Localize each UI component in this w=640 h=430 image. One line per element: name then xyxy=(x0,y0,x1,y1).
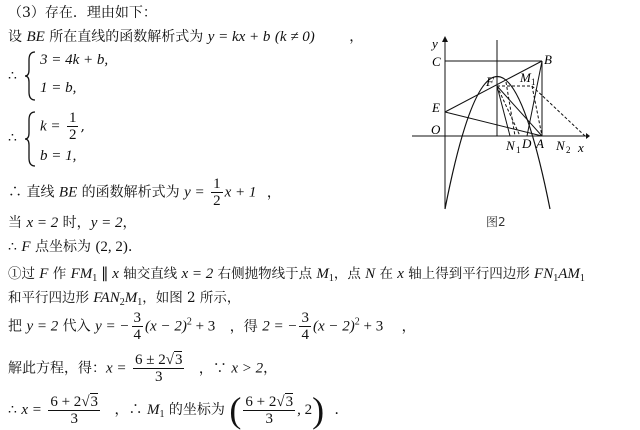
segment-fn: FN xyxy=(534,266,554,282)
x-plus-one: x + 1 xyxy=(224,184,257,201)
x-axis-arrow-icon xyxy=(586,133,590,139)
subscript: 1 xyxy=(159,409,165,420)
fraction-half xyxy=(67,110,79,143)
text: 解此方程，得： xyxy=(8,360,106,377)
label-o: O xyxy=(431,122,441,137)
label-f: F xyxy=(486,74,494,89)
comma: ， xyxy=(263,360,278,377)
denominator: 4 xyxy=(301,327,309,343)
label-c: C xyxy=(432,54,441,69)
solution-k xyxy=(40,110,85,143)
paren-open: ( xyxy=(229,390,242,430)
k-label: k = xyxy=(40,118,61,135)
text-mid: 所在直线的函数解析式为 xyxy=(44,29,208,45)
y-equals: y = xyxy=(184,184,205,201)
text: ，∴ xyxy=(114,402,147,418)
point-m: M xyxy=(316,266,329,282)
comma: , xyxy=(80,118,85,135)
text: 右侧抛物线于点 xyxy=(213,266,317,282)
figure-caption: 图2 xyxy=(486,215,506,229)
text: ∴ xyxy=(8,239,22,255)
segment-be: BE xyxy=(58,184,78,201)
label-e: E xyxy=(432,100,440,115)
equation-system-2 xyxy=(8,110,208,172)
label-n2-sub: 2 xyxy=(566,145,571,155)
numerator-prefix: 6 ± 2 xyxy=(134,352,166,368)
condition-k: (k ≠ 0) xyxy=(274,29,315,45)
text: 的函数解析式为 xyxy=(77,184,185,201)
point-n: N xyxy=(365,266,376,282)
segment-fan: FAN xyxy=(93,290,120,306)
figure-2 xyxy=(410,34,590,229)
section-heading: （3）存在．理由如下： xyxy=(8,5,157,21)
denominator: 2 xyxy=(213,193,221,209)
fraction-x-value xyxy=(48,394,100,427)
comma: ， xyxy=(401,318,416,335)
radicand: 3 xyxy=(90,393,99,410)
label-a: A xyxy=(536,136,544,151)
text: 当 xyxy=(8,215,27,231)
text: 点坐标为 xyxy=(30,239,96,255)
text: 时， xyxy=(58,215,91,231)
subscript: 1 xyxy=(328,273,334,284)
denominator: 3 xyxy=(154,369,163,385)
numerator-prefix: 6 + 2 xyxy=(50,393,82,410)
line-solve xyxy=(8,352,277,385)
line-parallelogram-2 xyxy=(8,286,240,308)
subscript: 1 xyxy=(137,297,143,308)
text: ∴ xyxy=(8,402,22,418)
expr-x-minus-2: (x − 2) xyxy=(145,318,187,335)
numerator: 1 xyxy=(68,110,77,126)
segment-am: AM xyxy=(558,266,580,282)
brace-icon xyxy=(24,110,38,168)
fraction-solution xyxy=(133,352,184,385)
period: ． xyxy=(127,239,142,255)
segment-be: BE xyxy=(26,29,45,45)
expr-x-minus-2: (x − 2) xyxy=(312,318,355,335)
text: ，点 xyxy=(333,266,366,282)
parallel-symbol: ∥ xyxy=(97,266,113,282)
point-f: F xyxy=(39,266,49,282)
denominator: 2 xyxy=(68,127,77,143)
label-m1: M xyxy=(520,70,531,85)
x-equals: x = xyxy=(21,402,42,418)
numerator: 3 xyxy=(301,310,309,326)
subscript: 1 xyxy=(553,273,559,284)
text-set: 设 xyxy=(8,29,27,45)
x-equals-2: x = 2 xyxy=(26,215,59,231)
equation-2: 1 = b, xyxy=(40,80,77,96)
label-n1-sub: 1 xyxy=(516,145,521,155)
line-when xyxy=(8,212,136,232)
y-equals-2: y = 2 xyxy=(90,215,123,231)
label-n1: N xyxy=(506,138,515,153)
subscript: 2 xyxy=(119,297,125,308)
numerator: 6 ± 2√3 xyxy=(134,352,183,368)
text: 在 xyxy=(375,266,398,282)
denominator: 4 xyxy=(133,327,142,343)
line-final xyxy=(8,392,349,428)
subscript: 1 xyxy=(579,273,585,284)
label-m1-sub: 1 xyxy=(531,77,536,87)
label-n2: N xyxy=(556,138,565,153)
equation-1: 3 = 4k + b, xyxy=(40,52,109,68)
point-f: F xyxy=(21,239,31,255)
segment-m1n2 xyxy=(532,86,585,136)
denominator: 3 xyxy=(265,410,273,427)
point-m: M xyxy=(146,402,160,418)
text: 把 xyxy=(8,318,27,335)
numerator-prefix: 6 + 2 xyxy=(245,393,277,410)
therefore-symbol: ∴ xyxy=(8,68,17,84)
line-parallelogram-1 xyxy=(8,262,585,284)
y-axis-arrow-icon xyxy=(442,36,448,42)
text: ①过 xyxy=(8,266,40,282)
fraction-3-4 xyxy=(299,310,311,343)
text: 的坐标为 xyxy=(164,402,230,418)
segment-fm: FM xyxy=(70,266,93,282)
numerator: 3 xyxy=(133,310,142,326)
period: ． xyxy=(334,402,349,418)
text: 轴交直线 xyxy=(118,266,182,282)
label-y: y xyxy=(432,36,438,51)
numerator: 6 + 2√3 xyxy=(245,393,294,410)
x-axis-ref: x xyxy=(397,266,404,282)
comma: ， xyxy=(122,215,137,231)
subscript: 1 xyxy=(92,273,98,284)
line-x-equals-2: x = 2 xyxy=(181,266,214,282)
line-substitute xyxy=(8,310,416,343)
text: ，得 xyxy=(229,318,263,335)
equation-system-1 xyxy=(8,50,208,106)
plus-3: + 3 xyxy=(359,318,384,335)
solution-b: b = 1, xyxy=(40,148,77,164)
superscript: 2 xyxy=(354,316,360,328)
therefore-symbol: ∴ xyxy=(8,130,17,146)
plus-3: + 3 xyxy=(191,318,216,335)
line-set-be xyxy=(8,26,363,46)
text: 轴上得到平行四边形 xyxy=(403,266,535,282)
line-be-result xyxy=(8,176,281,209)
coord-y: , 2 xyxy=(297,402,313,418)
coord-f: (2, 2) xyxy=(95,239,128,255)
text: ，∵ xyxy=(198,360,232,377)
label-x: x xyxy=(578,140,584,155)
text: 代入 xyxy=(58,318,96,335)
superscript: 2 xyxy=(186,316,192,328)
label-b: B xyxy=(544,52,552,67)
comma: ， xyxy=(349,29,364,45)
text: 作 xyxy=(48,266,71,282)
text: ，如图 2 所示， xyxy=(142,290,241,306)
y-equals-2: y = 2 xyxy=(26,318,59,335)
fraction-coord-x xyxy=(243,394,295,427)
point-m: M xyxy=(124,290,138,306)
comma: ， xyxy=(266,184,281,201)
radicand: 3 xyxy=(285,393,294,410)
text: 和平行四边形 xyxy=(8,290,94,306)
fraction-3-4 xyxy=(132,310,144,343)
x-equals: x = xyxy=(106,360,127,377)
condition-x-gt-2: x > 2 xyxy=(231,360,264,377)
label-d: D xyxy=(522,136,532,151)
radicand: 3 xyxy=(174,352,183,368)
text: ∴ 直线 xyxy=(8,184,59,201)
x-axis-ref: x xyxy=(112,266,119,282)
line-f-coord xyxy=(8,236,142,256)
numerator: 1 xyxy=(213,176,221,192)
equation-ykxb: y = kx + b xyxy=(207,29,271,45)
fraction-half xyxy=(211,176,223,209)
lhs-2-equals-neg: 2 = − xyxy=(262,318,298,335)
y-equals-neg: y = − xyxy=(95,318,130,335)
brace-icon xyxy=(24,50,38,102)
paren-close: ) xyxy=(312,390,325,430)
denominator: 3 xyxy=(70,410,78,427)
numerator: 6 + 2√3 xyxy=(50,393,99,410)
